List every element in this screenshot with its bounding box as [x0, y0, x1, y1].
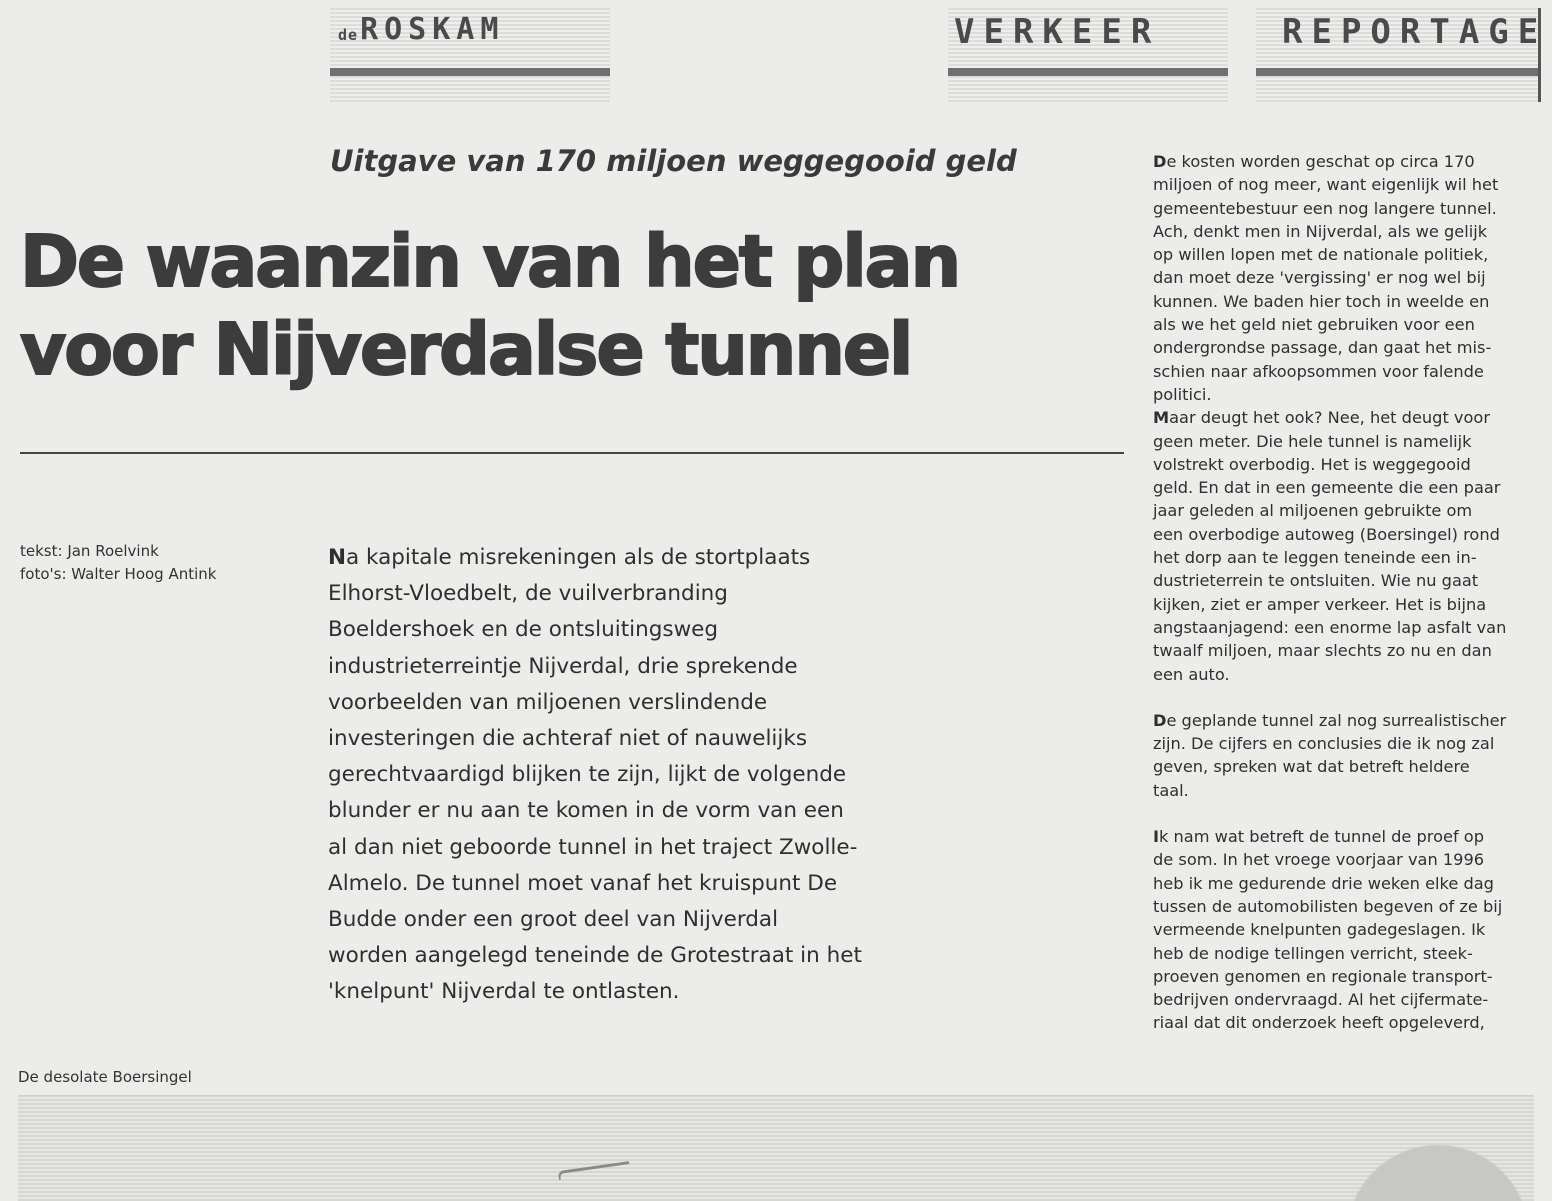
body-line: dan moet deze 'vergissing' er nog wel bij: [1153, 268, 1486, 288]
body-line: geen meter. Die hele tunnel is namelijk: [1153, 431, 1472, 451]
body-line-text: e geplande tunnel zal nog surrealistischer: [1166, 710, 1507, 730]
lead-line: gerechtvaardigd blijken te zijn, lijkt de volgende: [328, 762, 847, 788]
body-line: vermeende knelpunten gadegeslagen. Ik: [1153, 920, 1486, 940]
body-line: heb de nodige tellingen verricht, steek-: [1153, 943, 1473, 963]
headline-divider: [20, 452, 1124, 454]
article-credits: [20, 540, 217, 586]
body-line: proeven genomen en regionale transport-: [1153, 966, 1493, 986]
body-line: volstrekt overbodig. Het is weggegooid: [1153, 454, 1471, 474]
body-line: miljoen of nog meer, want eigenlijk wil het: [1153, 175, 1499, 195]
body-dropcap: D: [1153, 152, 1167, 171]
body-line: schien naar afkoopsommen voor falende: [1153, 361, 1484, 381]
lead-line: [328, 540, 928, 576]
body-line: geven, spreken wat dat betreft heldere: [1153, 757, 1470, 777]
body-paragraph-4: [1153, 825, 1543, 1035]
body-column: [1153, 150, 1543, 1035]
body-line: ondergrondse passage, dan gaat het mis-: [1153, 338, 1492, 358]
section-tab-roskam: [330, 8, 610, 102]
body-line: gemeentebestuur een nog langere tunnel.: [1153, 198, 1497, 218]
body-line: twaalf miljoen, maar slechts zo nu en dan: [1153, 641, 1492, 661]
body-line: angstaanjagend: een enorme lap asfalt van: [1153, 617, 1507, 637]
body-line: kijken, ziet er amper verkeer. Het is bijna: [1153, 594, 1487, 614]
photo-detail: [558, 1161, 631, 1180]
body-line: geld. En dat in een gemeente die een paar: [1153, 478, 1501, 498]
body-line: op willen lopen met de nationale politiek,: [1153, 245, 1489, 265]
body-paragraph-2: [1153, 406, 1543, 686]
photo-caption: De desolate Boersingel: [18, 1068, 192, 1086]
lead-line: al dan niet geboorde tunnel in het traject Zwolle-: [328, 834, 858, 860]
lead-line: Elhorst-Vloedbelt, de vuilverbranding: [328, 581, 728, 607]
body-line: een overbodige autoweg (Boersingel) rond: [1153, 524, 1500, 544]
body-line: riaal dat dit onderzoek heeft opgeleverd,: [1153, 1013, 1485, 1033]
body-paragraph-1: [1153, 150, 1543, 406]
section-tab-rule: [330, 68, 610, 76]
body-line: een auto.: [1153, 664, 1230, 684]
article-headline: [20, 218, 1130, 394]
body-line: jaar geleden al miljoenen gebruikte om: [1153, 501, 1473, 521]
body-line: [1153, 709, 1543, 732]
body-line: zijn. De cijfers en conclusies die ik nog zal: [1153, 734, 1495, 754]
body-line: politici.: [1153, 384, 1212, 404]
photo-credit: foto's: Walter Hoog Antink: [20, 565, 217, 583]
body-line: [1153, 150, 1543, 173]
body-line: kunnen. We baden hier toch in weelde en: [1153, 291, 1490, 311]
body-line: dustrieterrein te ontsluiten. Wie nu gaat: [1153, 571, 1479, 591]
section-tab-roskam-label: [338, 12, 610, 47]
headline-line-2: voor Nijverdalse tunnel: [20, 308, 912, 391]
lead-paragraph: [328, 540, 928, 1011]
headline-line-1: De waanzin van het plan: [20, 220, 960, 303]
section-tab-roskam-text: ROSKAM: [360, 12, 505, 47]
section-tab-verkeer: [948, 8, 1228, 102]
body-line-text: k nam wat betreft de tunnel de proef op: [1159, 827, 1484, 847]
section-tab-rule: [1256, 68, 1538, 76]
lead-line: investeringen die achteraf niet of nauwelijks: [328, 726, 808, 752]
section-tab-rule: [948, 68, 1228, 76]
body-line: heb ik me gedurende drie weken elke dag: [1153, 873, 1494, 893]
section-tab-reportage-label: REPORTAGE: [1282, 12, 1548, 52]
section-tab-reportage: [1256, 8, 1548, 102]
body-line-text: aar deugt het ook? Nee, het deugt voor: [1169, 408, 1490, 428]
body-line: als we het geld niet gebruiken voor een: [1153, 315, 1475, 335]
lead-line: Boeldershoek en de ontsluitingsweg: [328, 617, 719, 643]
body-line: bedrijven ondervraagd. Al het cijfermate-: [1153, 990, 1489, 1010]
photo-boersingel: [18, 1095, 1534, 1201]
body-dropcap: M: [1153, 408, 1170, 428]
lead-line: 'knelpunt' Nijverdal te ontlasten.: [328, 979, 680, 1005]
body-line: de som. In het vroege voorjaar van 1996: [1153, 850, 1485, 870]
body-line: [1153, 825, 1543, 848]
lead-line: Almelo. De tunnel moet vanaf het kruispunt De: [328, 870, 838, 896]
body-line-text: e kosten worden geschat op circa 170: [1166, 152, 1475, 171]
body-line: taal.: [1153, 780, 1189, 800]
lead-line: blunder er nu aan te komen in de vorm van een: [328, 798, 844, 824]
body-line: [1153, 406, 1543, 429]
body-line: tussen de automobilisten begeven of ze bij: [1153, 896, 1503, 916]
body-dropcap: I: [1153, 827, 1160, 847]
section-tab-verkeer-label: VERKEER: [954, 12, 1161, 52]
lead-line: voorbeelden van miljoenen verslindende: [328, 689, 768, 715]
body-paragraph-3: [1153, 709, 1543, 802]
lead-dropcap: N: [328, 545, 346, 570]
article-kicker: Uitgave van 170 miljoen weggegooid geld: [330, 144, 1017, 178]
lead-line-text: a kapitale misrekeningen als de stortplaats: [346, 545, 811, 570]
lead-line: worden aangelegd teneinde de Grotestraat in het: [328, 943, 862, 969]
author-credit: tekst: Jan Roelvink: [20, 542, 159, 560]
lead-line: Budde onder een groot deel van Nijverdal: [328, 907, 779, 933]
body-dropcap: D: [1153, 710, 1167, 730]
lead-line: industrieterreintje Nijverdal, drie sprekende: [328, 653, 798, 679]
body-line: Ach, denkt men in Nijverdal, als we gelijk: [1153, 221, 1488, 241]
section-tab-roskam-prefix: de: [338, 26, 359, 44]
body-line: het dorp aan te leggen teneinde een in-: [1153, 548, 1477, 568]
